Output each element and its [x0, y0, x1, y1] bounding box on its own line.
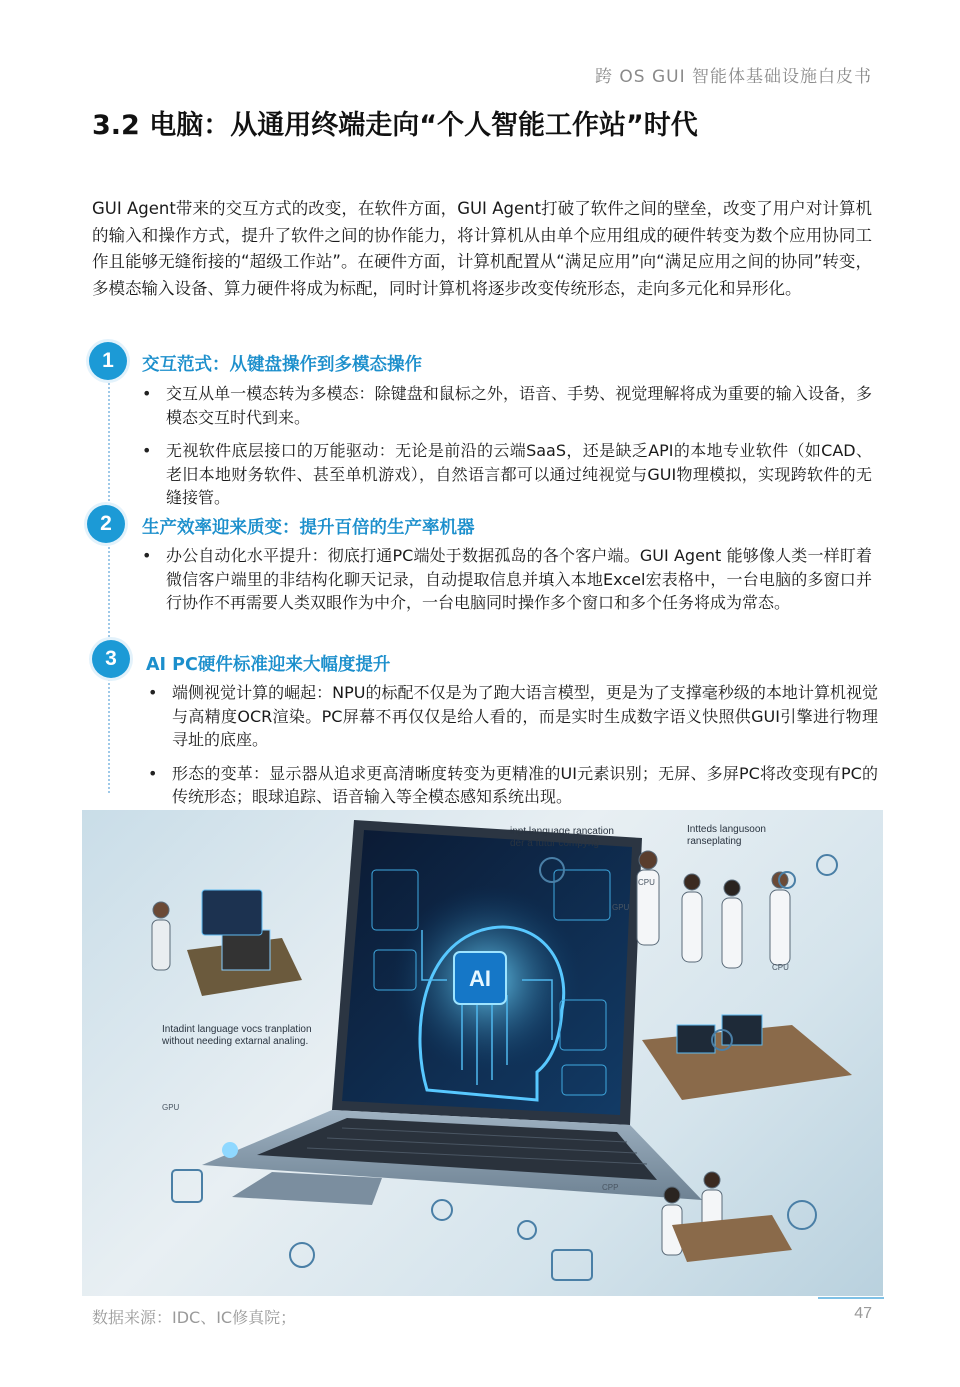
block-2-heading: 生产效率迎来质变：提升百倍的生产率机器 [142, 518, 475, 538]
block-3-heading: AI PC硬件标准迎来大幅度提升 [146, 655, 391, 675]
bullet-item: • 形态的变革：显示器从追求更高清晰度转变为更精准的UI元素识别；无屏、多屏PC将改变现有PC的传统形态；眼球追踪、语音输入等全模态感知系统出现。 [148, 762, 878, 809]
desk-scene [642, 1015, 852, 1262]
running-header: 跨 OS GUI 智能体基础设施白皮书 [594, 67, 872, 87]
label-gpu: GPU [162, 1103, 180, 1112]
illustration-scene [82, 810, 883, 1296]
circuit-board [187, 890, 302, 996]
bullet-item: • 办公自动化水平提升：彻底打通PC端处于数据孤岛的各个客户端。GUI Agent 能够像人类一样盯着微信客户端里的非结构化聊天记录，自动提取信息并填入本地Excel宏表格中，一台电脑的多窗口并行协作不再需要人类双眼作为中介，一台电脑同时操作多个窗口和多个任务将成为常态。 [142, 544, 872, 615]
ai-chip [454, 952, 506, 1004]
label-cpu: CPU [772, 963, 789, 972]
number-badge-2: 2 [87, 505, 125, 543]
label-cpp: CPP [602, 1183, 619, 1192]
number-badge-3: 3 [92, 640, 130, 678]
ai-pc-illustration [82, 810, 883, 1296]
bullet-item: • 无视软件底层接口的万能驱动：无论是前沿的云端SaaS，还是缺乏API的本地专业软件（如CAD、老旧本地财务软件、甚至单机游戏），自然语言都可以通过纯视觉与GUI物理模拟，实现跨软件的无缝接管。 [142, 439, 872, 510]
label-gpu: GPU [612, 903, 630, 912]
block-1-heading: 交互范式：从键盘操作到多模态操作 [142, 355, 422, 375]
bullet-item: • 交互从单一模态转为多模态：除键盘和鼠标之外，语音、手势、视觉理解将成为重要的输入设备，多模态交互时代到来。 [142, 382, 872, 429]
bullet-item: • 端侧视觉计算的崛起：NPU的标配不仅是为了跑大语言模型，更是为了支撑毫秒级的本地计算机视觉与高精度OCR渲染。PC屏幕不再仅仅是给人看的，而是实时生成数字语义快照供GUI引擎进行物理寻址的底座。 [148, 681, 878, 752]
block-2-bullets [142, 544, 872, 625]
caption-top-center: inpt language rancation der a futur compyng [510, 826, 614, 849]
caption-left: Intadint language vocs tranplation without needing extarnal analing. [162, 1024, 312, 1047]
number-badge-1: 1 [89, 342, 127, 380]
block-3-bullets [148, 681, 878, 819]
ai-chip-label: AI [469, 966, 491, 991]
label-cpu: CPU [638, 878, 655, 887]
section-title: 3.2 电脑：从通用终端走向“个人智能工作站”时代 [92, 110, 698, 141]
footer-rule [818, 1297, 884, 1299]
block-1-bullets [142, 382, 872, 520]
timeline-connector [108, 348, 110, 793]
page-number: 47 [854, 1305, 872, 1322]
data-source: 数据来源：IDC、IC修真院； [92, 1308, 297, 1327]
intro-paragraph: GUI Agent带来的交互方式的改变，在软件方面，GUI Agent打破了软件之间的壁垒，改变了用户对计算机的输入和操作方式，提升了软件之间的协作能力，将计算机从由单个应用组成的硬件转变为数个应用协同工作且能够无缝衔接的“超级工作站”。在硬件方面，计算机配置从“满足应用”向“满足应用之间的协同”转变，多模态输入设备、算力硬件将成为标配，同时计算机将逐步改变传统形态，走向多元化和异形化。 [92, 199, 872, 298]
caption-top-right: Intteds langusoon ranseplating [687, 824, 766, 847]
